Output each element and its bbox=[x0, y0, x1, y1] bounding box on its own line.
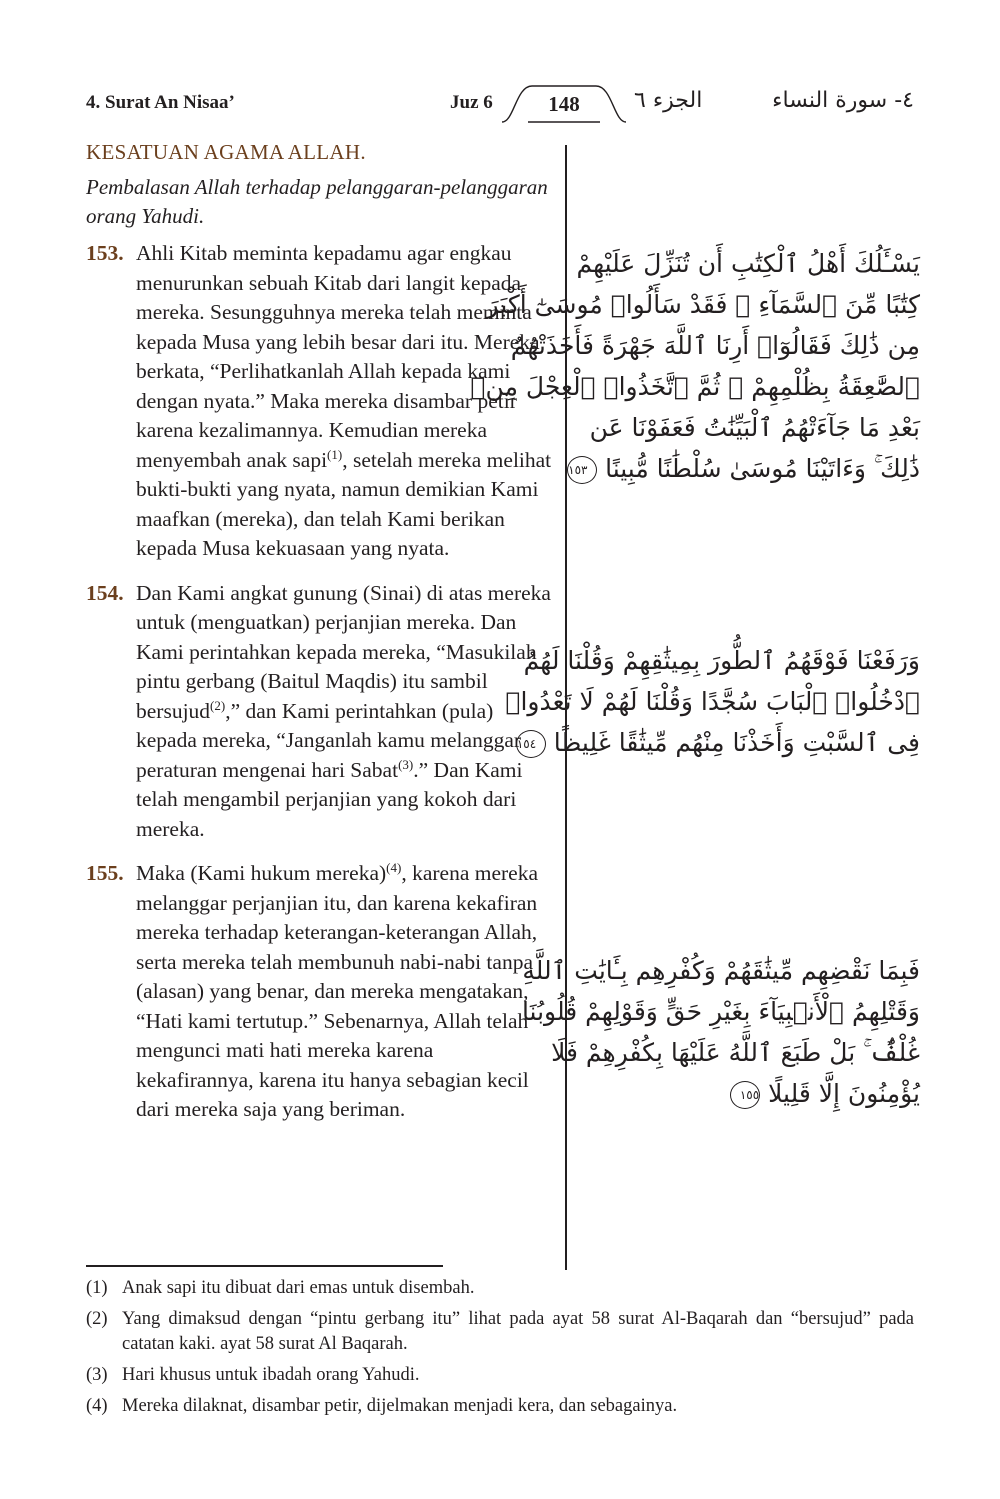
arabic-line: وَرَفَعْنَا فَوْقَهُمُ ٱلطُّورَ بِمِيثَٰقِهِمْ وَقُلْنَا لَهُمُ bbox=[523, 646, 920, 675]
arabic-verse-153 bbox=[470, 243, 920, 489]
verse-text: .” Dan Kami telah mengambil perjanjian yang kokoh dari mereka. bbox=[136, 757, 523, 841]
verse-number: 154. bbox=[86, 580, 124, 605]
verse-text: Maka (Kami hukum mereka) bbox=[136, 861, 387, 885]
arabic-line bbox=[516, 722, 920, 763]
juz-label-latin: Juz 6 bbox=[450, 92, 493, 113]
footnote-text: Hari khusus untuk ibadah orang Yahudi. bbox=[122, 1365, 420, 1385]
surah-title-arabic: ٤- سورة النساء bbox=[772, 88, 914, 113]
footnote-3 bbox=[86, 1363, 914, 1388]
footnote-text: Yang dimaksud dengan “pintu gerbang itu” lihat pada ayat 58 surat Al-Baqarah dan “bersujud” pada catatan kaki. ayat 58 surat Al Baqarah. bbox=[122, 1309, 914, 1354]
footnote-ref: (4) bbox=[386, 859, 402, 875]
arabic-line-text: ذَٰلِكَ ۚ وَءَاتَيْنَا مُوسَىٰ سُلْطَٰنًا مُّبِينًا bbox=[605, 454, 920, 483]
arabic-line-text: فِى ٱلسَّبْتِ وَأَخَذْنَا مِنْهُم مِّيثَٰقًا غَلِيظًا bbox=[553, 728, 920, 757]
footnote-ref: (3) bbox=[398, 756, 414, 772]
footnote-number: (4) bbox=[86, 1396, 108, 1416]
arabic-line: مِن ذَٰلِكَ فَقَالُوٓا۟ أَرِنَا ٱللَّهَ جَهْرَةً فَأَخَذَتْهُمُ bbox=[510, 331, 920, 360]
verse-text: , karena mereka melanggar perjanjian itu, dan karena kekafiran mereka terhadap keterangan-keterangan Allah, serta mereka telah membunuh nabi-nabi tanpa (alasan) yang benar, dan mereka mengatakan, “Hati kami tertutup.” Sebenarnya, Allah telah mengunci mati hati mereka karena kekafirannya, karena itu hanya sebagian kecil dari mereka saja yang beriman. bbox=[136, 861, 539, 1121]
ayah-end-marker: ١٥٣ bbox=[567, 456, 597, 484]
juz-label-arabic: الجزء ٦ bbox=[634, 88, 703, 113]
verse-number: 155. bbox=[86, 861, 124, 885]
arabic-line: فَبِمَا نَقْضِهِم مِّيثَٰقَهُمْ وَكُفْرِهِم بِـَٔايَٰتِ ٱللَّهِ bbox=[522, 956, 920, 985]
verse-number: 153. bbox=[86, 241, 124, 265]
page-number-tab bbox=[502, 82, 626, 124]
arabic-line bbox=[568, 448, 920, 489]
footnote-4 bbox=[86, 1394, 914, 1419]
ayah-end-marker: ١٥٥ bbox=[730, 1081, 760, 1109]
verse-text: , setelah mereka melihat bukti-bukti yang nyata, namun demikian Kami maafkan (mereka), dan telah Kami berikan kepada Musa kekuasaan yang nyata. bbox=[136, 447, 552, 560]
page-header bbox=[86, 82, 914, 126]
ayah-end-marker: ١٥٤ bbox=[516, 730, 546, 758]
arabic-verse-154 bbox=[505, 640, 920, 763]
footnote-ref: (2) bbox=[210, 697, 226, 713]
footnote-text: Anak sapi itu dibuat dari emas untuk disembah. bbox=[122, 1278, 475, 1298]
surah-title-latin: 4. Surat An Nisaa’ bbox=[86, 92, 235, 113]
arabic-line: غُلْفٌۢ ۚ بَلْ طَبَعَ ٱللَّهُ عَلَيْهَا بِكُفْرِهِمْ فَلَا bbox=[551, 1038, 920, 1067]
translation-column bbox=[86, 140, 556, 1125]
arabic-verse-155 bbox=[521, 950, 920, 1114]
page-number: 148 bbox=[548, 92, 580, 116]
verse-translation-154 bbox=[86, 579, 556, 845]
footnote-rule bbox=[86, 1265, 443, 1267]
footnote-2 bbox=[86, 1307, 914, 1357]
verse-text: Ahli Kitab meminta kepadamu agar engkau menurunkan sebuah Kitab dari langit kepada mereka. Sesungguhnya mereka telah meminta kepada Musa yang lebih besar dari itu. Mereka berkata, “Perlihatkanlah Allah kepada kami dengan nyata.” Maka mereka disambar petir karena kezalimannya. Kemudian mereka menyembah anak sapi bbox=[136, 241, 540, 472]
footnote-ref: (1) bbox=[327, 446, 343, 462]
arabic-line bbox=[590, 1073, 920, 1114]
arabic-line: ٱلصَّٰعِقَةُ بِظُلْمِهِمْ ۚ ثُمَّ ٱتَّخَذُوا۟ ٱلْعِجْلَ مِنۢ bbox=[470, 372, 920, 401]
section-subtitle: Pembalasan Allah terhadap pelanggaran-pelanggaran orang Yahudi. bbox=[86, 175, 548, 228]
arabic-line: كِتَٰبًا مِّنَ ٱلسَّمَآءِ ۚ فَقَدْ سَأَلُوا۟ مُوسَىٰٓ أَكْبَرَ bbox=[486, 290, 920, 319]
section-title: KESATUAN AGAMA ALLAH. bbox=[86, 140, 366, 164]
arabic-line: يَسْـَٔلُكَ أَهْلُ ٱلْكِتَٰبِ أَن تُنَزِّلَ عَلَيْهِمْ bbox=[576, 249, 920, 278]
verse-text: Dan Kami angkat gunung (Sinai) di atas mereka untuk (menguatkan) perjanjian mereka. Dan Kami perintahkan kepada mereka, “Masukilah pintu gerbang (Baitul Maqdis) itu sambil bersujud bbox=[136, 580, 551, 723]
footnote-text: Mereka dilaknat, disambar petir, dijelmakan menjadi kera, dan sebagainya. bbox=[122, 1396, 678, 1416]
footnote-number: (1) bbox=[86, 1278, 108, 1298]
arabic-line: بَعْدِ مَا جَآءَتْهُمُ ٱلْبَيِّنَٰتُ فَعَفَوْنَا عَن bbox=[589, 413, 920, 442]
verse-text: ,” dan Kami perintahkan (pula) kepada mereka, “Janganlah kamu melanggar peraturan mengenai hari Sabat bbox=[136, 698, 522, 782]
footnote-number: (2) bbox=[86, 1309, 108, 1329]
arabic-line: ٱدْخُلُوا۟ ٱلْبَابَ سُجَّدًا وَقُلْنَا لَهُمْ لَا تَعْدُوا۟ bbox=[505, 687, 920, 716]
footnote-1 bbox=[86, 1276, 914, 1301]
arabic-line-text: يُؤْمِنُونَ إِلَّا قَلِيلًا bbox=[768, 1079, 920, 1108]
footnotes bbox=[86, 1276, 914, 1425]
arabic-line: وَقَتْلِهِمُ ٱلْأَنۢبِيَآءَ بِغَيْرِ حَقٍّ وَقَوْلِهِمْ قُلُوبُنَا bbox=[521, 997, 920, 1026]
footnote-number: (3) bbox=[86, 1365, 108, 1385]
verse-translation-155 bbox=[86, 859, 556, 1125]
